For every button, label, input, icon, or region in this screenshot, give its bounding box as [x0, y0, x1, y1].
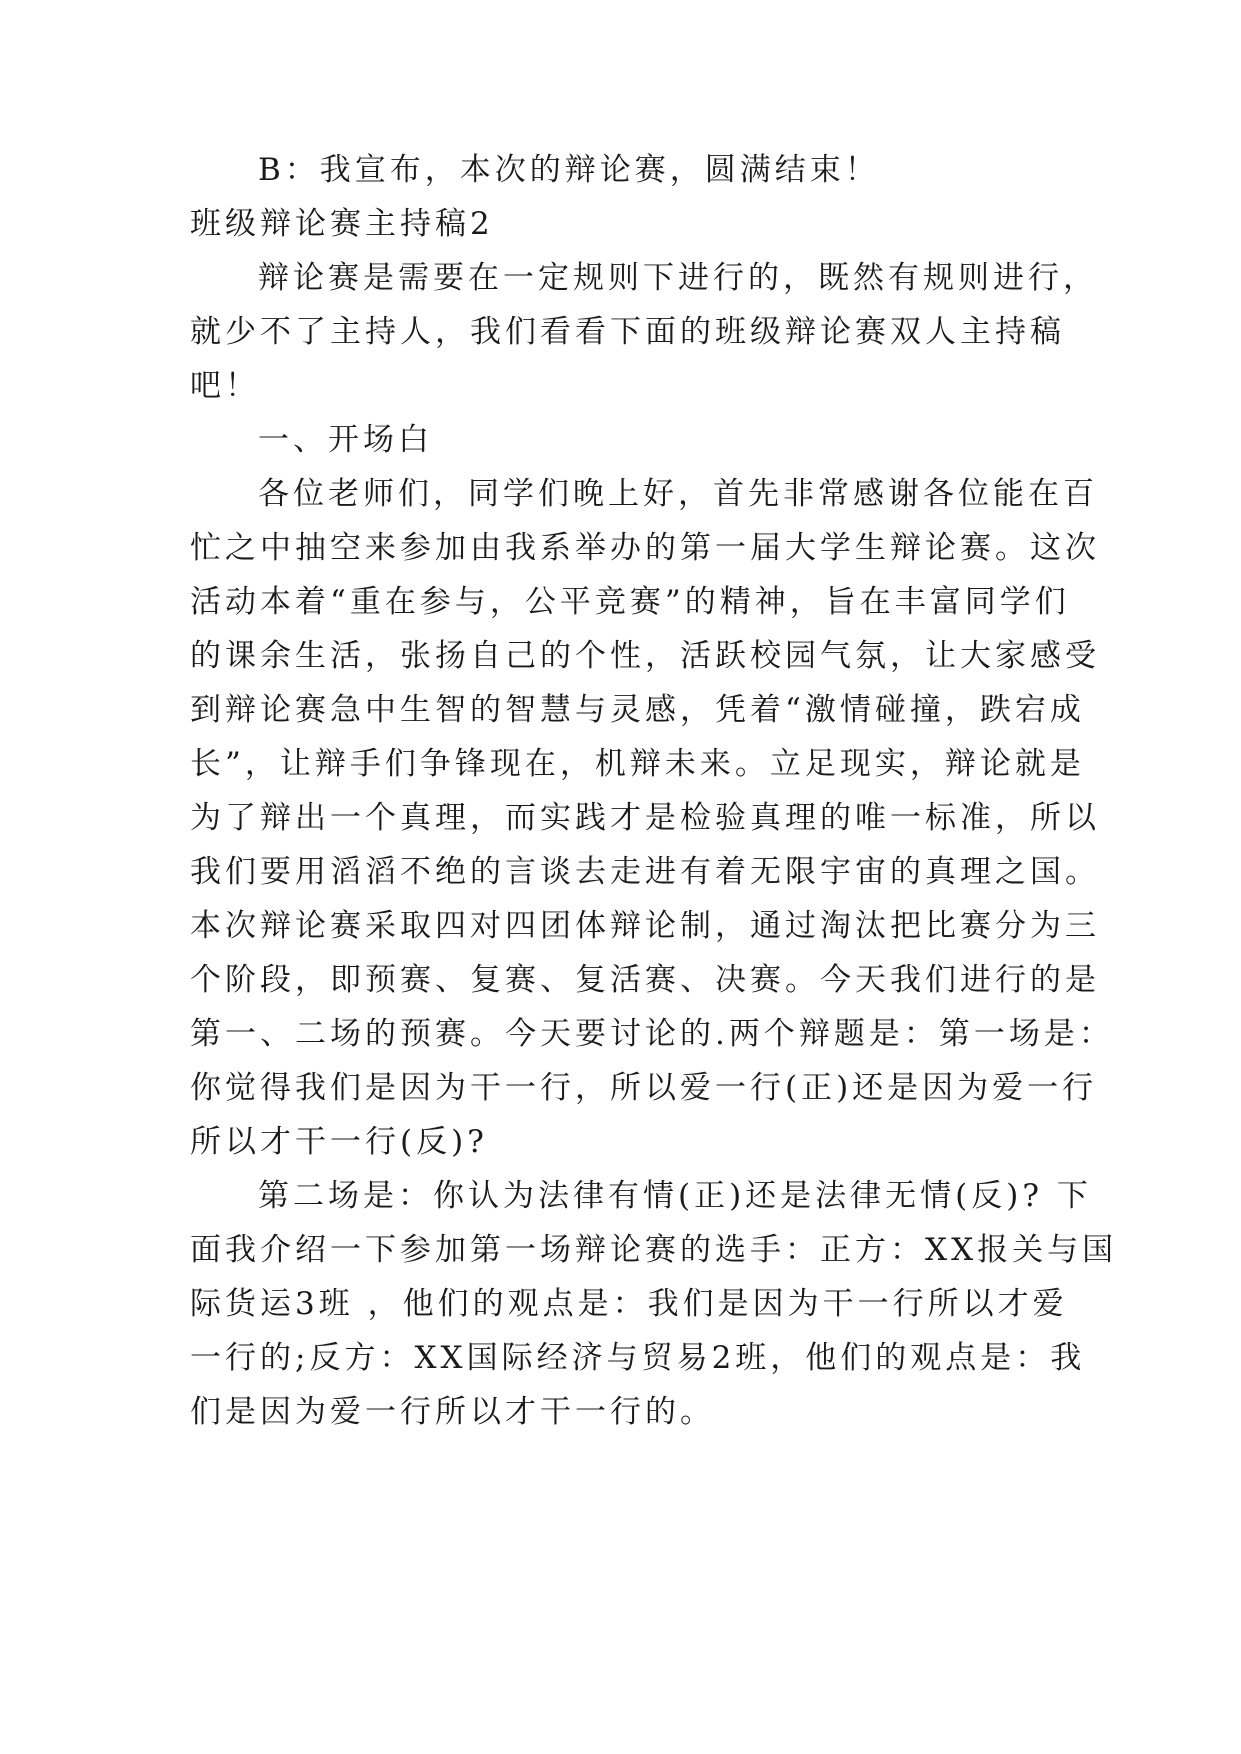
- paragraph-line: 各位老师们，同学们晚上好，首先非常感谢各位能在百: [258, 476, 1098, 512]
- closing-line: B：我宣布，本次的辩论赛，圆满结束！: [258, 152, 880, 188]
- paragraph-line: 的课余生活，张扬自己的个性，活跃校园气氛，让大家感受: [190, 638, 1100, 674]
- paragraph-line: 第二场是：你认为法律有情(正)还是法律无情(反)? 下: [258, 1178, 1092, 1214]
- paragraph-line: 们是因为爱一行所以才干一行的。: [190, 1394, 715, 1430]
- paragraph-line: 所以才干一行(反)?: [190, 1124, 488, 1160]
- paragraph-line: 第一、二场的预赛。今天要讨论的.两个辩题是：第一场是：: [190, 1016, 1114, 1052]
- paragraph-line: 忙之中抽空来参加由我系举办的第一届大学生辩论赛。这次: [190, 530, 1100, 566]
- paragraph-line: 面我介绍一下参加第一场辩论赛的选手：正方：XX报关与国: [190, 1232, 1118, 1268]
- paragraph-line: 就少不了主持人，我们看看下面的班级辩论赛双人主持稿: [190, 314, 1065, 350]
- paragraph-line: 活动本着“重在参与，公平竞赛”的精神，旨在丰富同学们: [190, 584, 1070, 620]
- paragraph-line: 我们要用滔滔不绝的言谈去走进有着无限宇宙的真理之国。: [190, 854, 1100, 890]
- paragraph-line: 你觉得我们是因为干一行，所以爱一行(正)还是因为爱一行: [190, 1070, 1098, 1106]
- paragraph-line: 个阶段，即预赛、复赛、复活赛、决赛。今天我们进行的是: [190, 962, 1100, 998]
- paragraph-line: 长”，让辩手们争锋现在，机辩未来。立足现实，辩论就是: [190, 746, 1085, 782]
- subheading: 一、开场白: [258, 422, 433, 458]
- paragraph-line: 际货运3班 ，他们的观点是：我们是因为干一行所以才爱: [190, 1286, 1068, 1322]
- paragraph-line: 到辩论赛急中生智的智慧与灵感，凭着“激情碰撞，跌宕成: [190, 692, 1085, 728]
- paragraph-line: 为了辩出一个真理，而实践才是检验真理的唯一标准，所以: [190, 800, 1100, 836]
- paragraph-line: 本次辩论赛采取四对四团体辩论制，通过淘汰把比赛分为三: [190, 908, 1100, 944]
- paragraph-line: 辩论赛是需要在一定规则下进行的，既然有规则进行，: [258, 260, 1098, 296]
- section-heading: 班级辩论赛主持稿2: [190, 206, 494, 242]
- paragraph-line: 一行的;反方：XX国际经济与贸易2班，他们的观点是：我: [190, 1340, 1086, 1376]
- paragraph-line: 吧！: [190, 368, 260, 404]
